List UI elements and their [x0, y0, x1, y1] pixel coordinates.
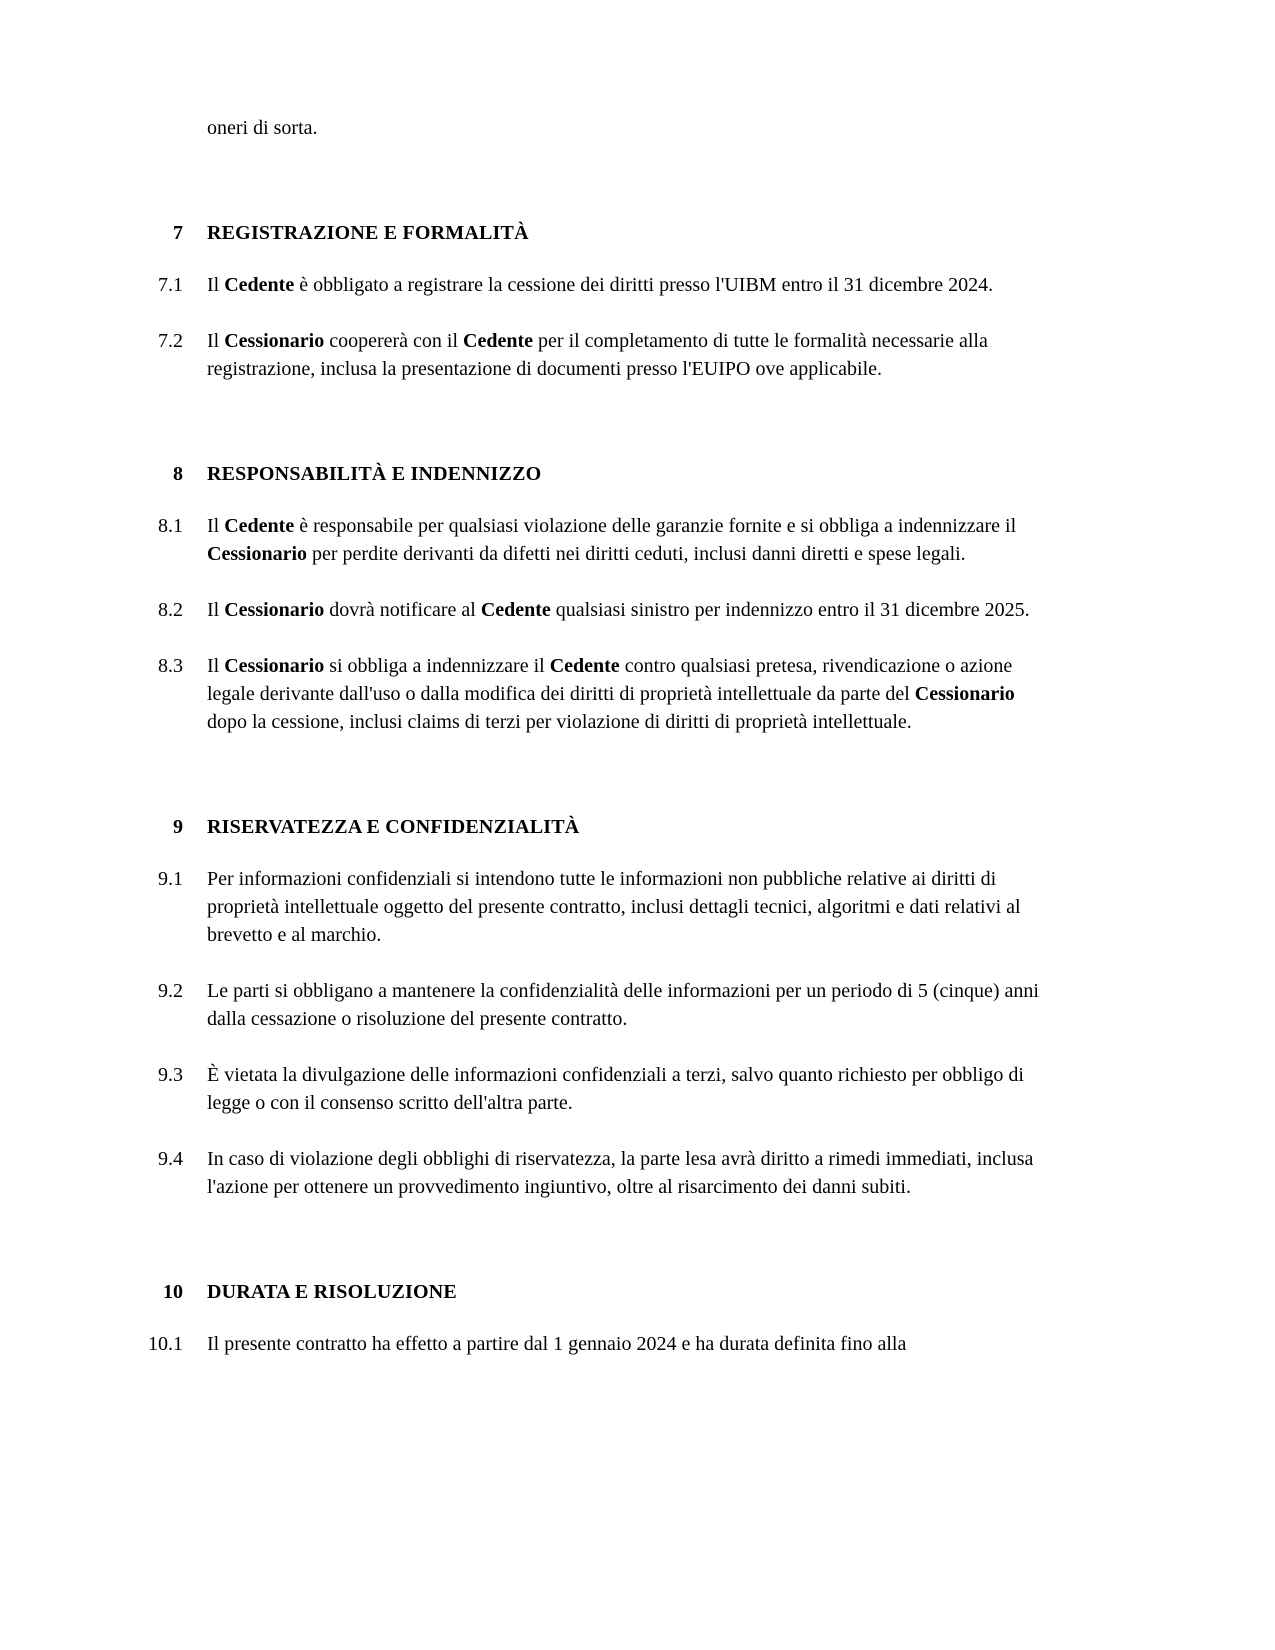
text-run: Cessionario — [224, 599, 325, 621]
text-run: qualsiasi sinistro per indennizzo entro il 31 dicembre 2025. — [550, 599, 1030, 621]
text-run: Cedente — [480, 599, 551, 621]
section-number: 8 — [173, 463, 183, 485]
clause-number: 8.3 — [158, 655, 183, 677]
clause-text — [183, 865, 1058, 949]
text-run: dovrà notificare al — [324, 599, 481, 621]
section-heading — [0, 1278, 1275, 1306]
clause-number: 9.3 — [158, 1064, 183, 1086]
section-heading — [0, 460, 1275, 488]
section-title: RESPONSABILITÀ E INDENNIZZO — [207, 463, 542, 485]
clause-text — [183, 652, 1058, 736]
section-number: 9 — [173, 816, 183, 838]
text-run: per perdite derivanti da difetti nei diritti ceduti, inclusi danni diretti e spese legali. — [307, 543, 966, 565]
text-run: Per informazioni confidenziali si intendono tutte le informazioni non pubbliche relative ai diritti di proprietà intellettuale oggetto del presente contratto, inclusi dettagli tecnici, algoritmi e dati relativi al brevetto e al marchio. — [207, 868, 1021, 946]
text-run: Cedente — [463, 330, 534, 352]
clause-9.3 — [0, 1061, 1275, 1117]
text-run: contro qualsiasi pretesa, rivendicazione o azione legale derivante dall'uso o dalla modifica dei diritti di proprietà intellettuale da parte del — [207, 655, 1013, 705]
clause-text — [183, 977, 1058, 1033]
clause-9.1 — [0, 865, 1275, 949]
clause-7.2 — [0, 327, 1275, 383]
clause-number: 9.2 — [158, 980, 183, 1002]
text-run: Cessionario — [224, 655, 325, 677]
section-heading — [0, 219, 1275, 247]
text-run: dopo la cessione, inclusi claims di terzi per violazione di diritti di proprietà intellettuale. — [207, 711, 912, 733]
text-run: Il — [207, 274, 225, 296]
clause-number: 8.1 — [158, 515, 183, 537]
text-run: Cessionario — [224, 330, 325, 352]
section-10 — [0, 1278, 1275, 1358]
clause-text — [183, 271, 1058, 299]
text-run: Il — [207, 330, 225, 352]
clause-9.4 — [0, 1145, 1275, 1201]
text-run: Cedente — [224, 515, 295, 537]
text-run: coopererà con il — [324, 330, 464, 352]
clause-text — [183, 1330, 1058, 1358]
paragraph-continuation — [0, 114, 1275, 142]
text-run: In caso di violazione degli obblighi di riservatezza, la parte lesa avrà diritto a rimedi immediati, inclusa l'azione per ottenere un provvedimento ingiuntivo, oltre al risarcimento dei danni subiti. — [207, 1148, 1034, 1198]
clause-text — [183, 512, 1058, 568]
section-number: 10 — [163, 1281, 183, 1303]
text-run: è responsabile per qualsiasi violazione delle garanzie fornite e si obbliga a indennizzare il — [294, 515, 1017, 537]
text-run: si obbliga a indennizzare il — [324, 655, 550, 677]
text-run: Cedente — [549, 655, 620, 677]
clause-number: 7.1 — [158, 274, 183, 296]
text-run: Il — [207, 515, 225, 537]
text-run: Cessionario — [914, 683, 1015, 705]
text-run: è obbligato a registrare la cessione dei diritti presso l'UIBM entro il 31 dicembre 2024. — [294, 274, 994, 296]
section-title: REGISTRAZIONE E FORMALITÀ — [207, 222, 529, 244]
clause-9.2 — [0, 977, 1275, 1033]
section-9 — [0, 813, 1275, 1201]
text-run: per il completamento di tutte le formalità necessarie alla registrazione, inclusa la presentazione di documenti presso l'EUIPO ove applicabile. — [207, 330, 988, 380]
text-run: È vietata la divulgazione delle informazioni confidenziali a terzi, salvo quanto richiesto per obbligo di legge o con il consenso scritto dell'altra parte. — [207, 1064, 1024, 1114]
section-7 — [0, 219, 1275, 383]
clause-number: 7.2 — [158, 330, 183, 352]
clause-number: 9.1 — [158, 868, 183, 890]
paragraph-continuation-text: oneri di sorta. — [207, 117, 318, 139]
section-heading — [0, 813, 1275, 841]
text-run: Il — [207, 655, 225, 677]
clause-text — [183, 1145, 1058, 1201]
section-title: DURATA E RISOLUZIONE — [207, 1281, 457, 1303]
clause-number: 9.4 — [158, 1148, 183, 1170]
text-run: Il presente contratto ha effetto a partire dal 1 gennaio 2024 e ha durata definita fino alla — [207, 1333, 907, 1355]
clause-number: 10.1 — [148, 1333, 183, 1355]
text-run: Le parti si obbligano a mantenere la confidenzialità delle informazioni per un periodo di 5 (cinque) anni dalla cessazione o risoluzione del presente contratto. — [207, 980, 1039, 1030]
text-run: Cedente — [224, 274, 295, 296]
clause-8.3 — [0, 652, 1275, 736]
clause-text — [183, 1061, 1058, 1117]
clause-8.2 — [0, 596, 1275, 624]
clause-number: 8.2 — [158, 599, 183, 621]
clause-text — [183, 327, 1058, 383]
clause-10.1 — [0, 1330, 1275, 1358]
clause-8.1 — [0, 512, 1275, 568]
clause-7.1 — [0, 271, 1275, 299]
text-run: Cessionario — [207, 543, 307, 565]
sections-container — [0, 219, 1275, 1358]
clause-text — [183, 596, 1058, 624]
text-run: Il — [207, 599, 225, 621]
section-8 — [0, 460, 1275, 736]
section-number: 7 — [173, 222, 183, 244]
section-title: RISERVATEZZA E CONFIDENZIALITÀ — [207, 816, 580, 838]
